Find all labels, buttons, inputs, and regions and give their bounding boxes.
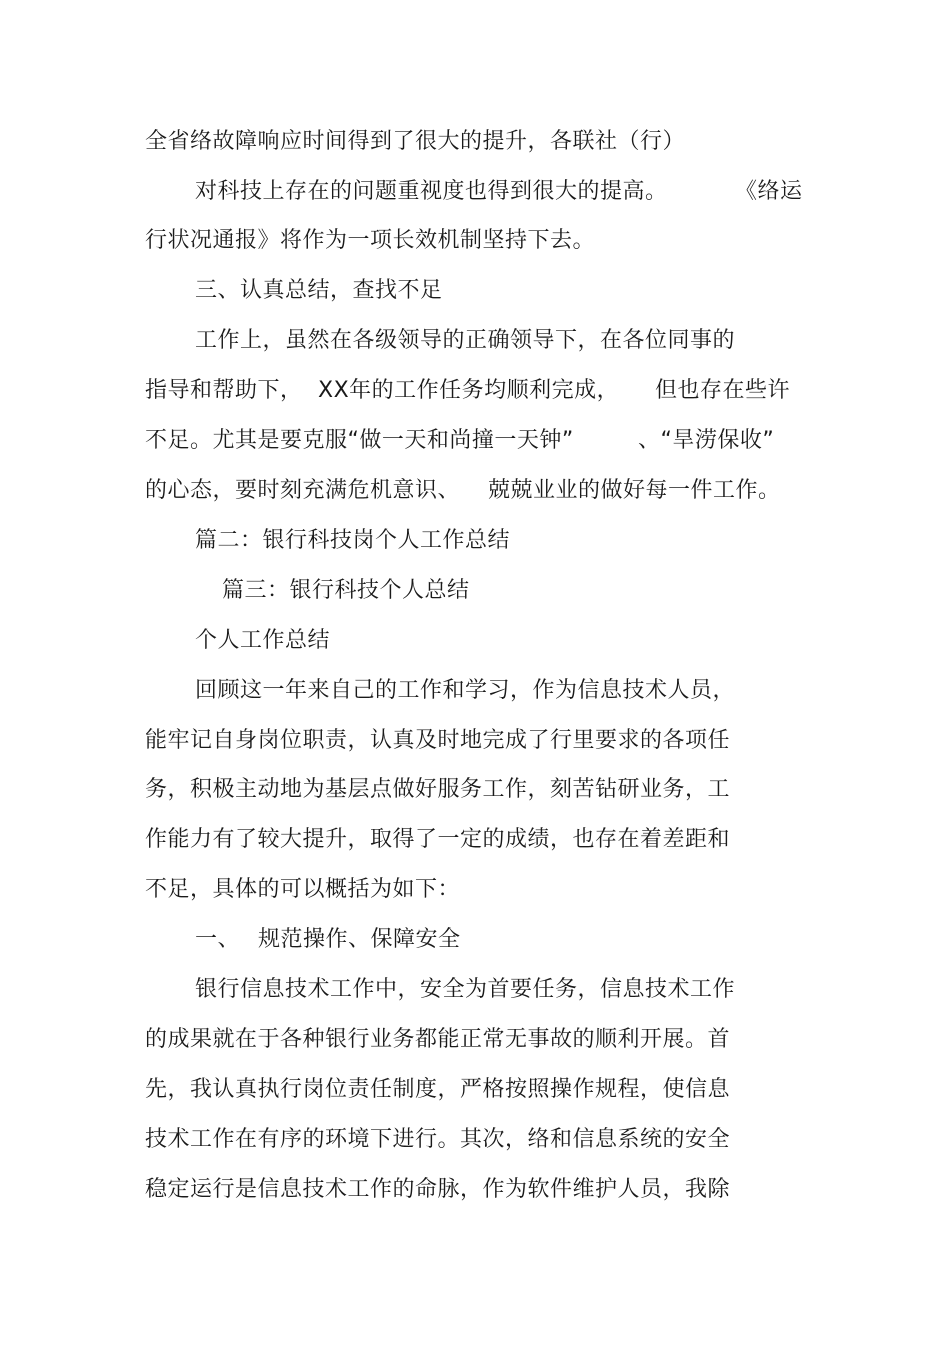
text-line: 工作上，虽然在各级领导的正确领导下，在各位同事的	[195, 328, 736, 353]
text-line: 不足。尤其是要克服“做一天和尚撞一天钟”	[145, 428, 574, 453]
section-heading: 三、认真总结，查找不足	[195, 278, 443, 303]
text-line: 先，我认真执行岗位责任制度，严格按照操作规程，使信息	[145, 1077, 731, 1102]
text-line: 不足，具体的可以概括为如下：	[145, 877, 461, 902]
text-line: 的成果就在于各种银行业务都能正常无事故的顺利开展。首	[145, 1027, 731, 1052]
text-line: 行状况通报》将作为一项长效机制坚持下去。	[145, 228, 596, 253]
text-line: 《络运	[735, 179, 803, 204]
text-line: 能牢记自身岗位职责，认真及时地完成了行里要求的各项任	[145, 728, 731, 753]
text-line: 全省络故障响应时间得到了很大的提升，各联社（行）	[145, 129, 686, 154]
section-heading: 篇三：银行科技个人总结	[222, 578, 470, 603]
text-line: 务，积极主动地为基层点做好服务工作，刻苦钻研业务，工	[145, 777, 731, 802]
text-line: 技术工作在有序的环境下进行。其次，络和信息系统的安全	[145, 1127, 731, 1152]
text-line: 的心态，要时刻充满危机意识、	[145, 478, 461, 503]
text-line: 兢兢业业的做好每一件工作。	[488, 478, 781, 503]
section-number: 一、	[195, 927, 241, 952]
text-line: 银行信息技术工作中，安全为首要任务，信息技术工作	[195, 977, 736, 1002]
text-line: 作能力有了较大提升，取得了一定的成绩，也存在着差距和	[145, 827, 731, 852]
text-line: 稳定运行是信息技术工作的命脉，作为软件维护人员，我除	[145, 1177, 731, 1202]
text-line: XX年的工作任务均顺利完成，	[318, 378, 620, 403]
section-heading: 篇二：银行科技岗个人工作总结	[195, 528, 511, 553]
text-line: 、“旱涝保收”	[638, 428, 775, 453]
section-heading: 个人工作总结	[195, 628, 331, 653]
section-heading: 规范操作、保障安全	[258, 927, 461, 952]
text-line: 指导和帮助下，	[145, 378, 303, 403]
text-line: 回顾这一年来自己的工作和学习，作为信息技术人员，	[195, 678, 736, 703]
text-line: 对科技上存在的问题重视度也得到很大的提高。	[195, 179, 668, 204]
text-line: 但也存在些许	[655, 378, 791, 403]
